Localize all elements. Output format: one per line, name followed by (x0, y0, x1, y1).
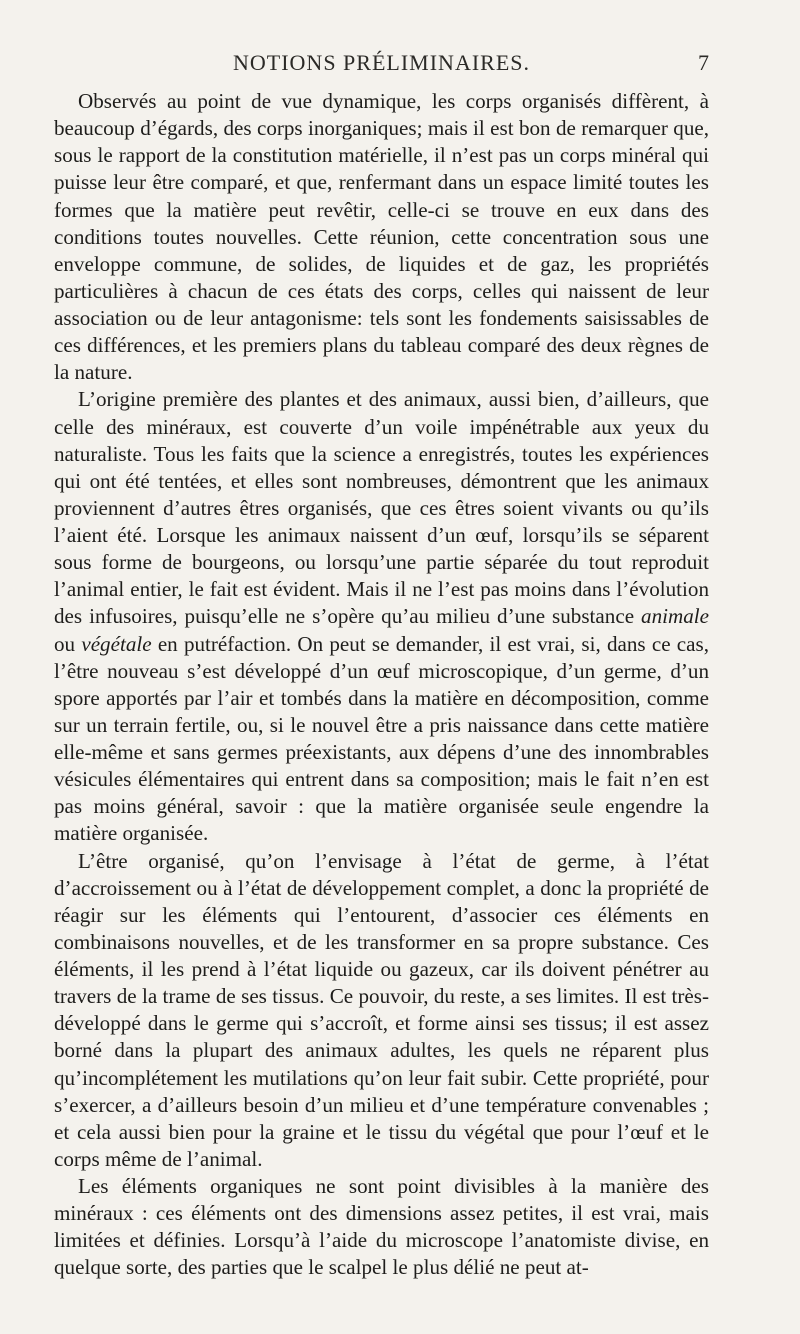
paragraph: Les éléments organiques ne sont point divisibles à la manière des minéraux : ces éléments ont des dimensions assez petites, il est vrai, mais limitées et définies. Lorsqu’à l’aide du microscope l’anatomiste divise, en quelque sorte, des parties que le scalpel le plus délié ne peut at- (54, 1174, 709, 1280)
paragraph-text: en putréfaction. On peut se demander, il est vrai, si, dans ce cas, l’être nouveau s’est développé d’un œuf microscopique, d’un germe, d’un spore apportés par l’air et tombés dans la matière en décomposition, comme sur un terrain fertile, ou, si le nouvel être a pris naissance dans cette matière elle-même et sans germes préexistants, aux dépens d’une des innombrables vésicules élémentaires qui entrent dans sa composition; mais le fait n’en est pas moins général, savoir : que la matière organisée seule engendre la matière organisée. (54, 631, 709, 846)
header-title: NOTIONS PRÉLIMINAIRES. (233, 50, 530, 75)
italic-term: végétale (81, 631, 152, 656)
paragraph (54, 386, 709, 847)
page-number: 7 (698, 50, 709, 75)
italic-term: animale (641, 604, 709, 629)
paragraph-text: L’origine première des plantes et des animaux, aussi bien, d’ailleurs, que celle des minéraux, est couverte d’un voile impénétrable aux yeux du naturaliste. Tous les faits que la science a enregistrés, toutes les expériences qui ont été tentées, et elles sont nombreuses, démontrent que les animaux proviennent d’autres êtres organisés, que ces êtres soient vivants ou qu’ils l’aient été. Lorsque les animaux naissent d’un œuf, lorsqu’ils se séparent sous forme de bourgeons, ou lorsqu’une partie séparée du tout reproduit l’animal entier, le fait est évident. Mais il ne l’est pas moins dans l’évolution des infusoires, puisqu’elle ne s’opère qu’au milieu d’une substance (54, 387, 709, 629)
paragraph: Observés au point de vue dynamique, les corps organisés diffèrent, à beaucoup d’égards, des corps inorganiques; mais il est bon de remarquer que, sous le rapport de la constitution matérielle, il n’est pas un corps minéral qui puisse leur être comparé, et que, renfermant dans un espace limité toutes les formes que la matière peut revêtir, celle-ci se trouve en eux dans des conditions toutes nouvelles. Cette réunion, cette concentration sous une enveloppe commune, de solides, de liquides et de gaz, les propriétés particulières à chacun de ces états des corps, celles qui naissent de leur association ou de leur antagonisme: tels sont les fondements saisissables de ces différences, et les premiers plans du tableau comparé des deux règnes de la nature. (54, 89, 709, 385)
paragraph: L’être organisé, qu’on l’envisage à l’état de germe, à l’état d’accroissement ou à l’état de développement complet, a donc la propriété de réagir sur les éléments qui l’entourent, d’associer ces éléments en combinaisons nouvelles, et de les transformer en sa propre substance. Ces éléments, il les prend à l’état liquide ou gazeux, car ils doivent pénétrer au travers de la trame de ses tissus. Ce pouvoir, du reste, a ses limites. Il est très-développé dans le germe qui s’accroît, et forme ainsi ses tissus; il est assez borné dans la plupart des animaux adultes, les quels ne réparent plus qu’incomplétement les mutilations qu’on leur fait subir. Cette propriété, pour s’exercer, a d’ailleurs besoin d’un milieu et d’une température convenables ; et cela aussi bien pour la graine et le tissu du végétal que pour l’œuf et le corps même de l’animal. (54, 848, 709, 1171)
paragraph-text: ou (54, 631, 82, 656)
running-head (54, 50, 709, 82)
body-text (54, 88, 709, 1282)
